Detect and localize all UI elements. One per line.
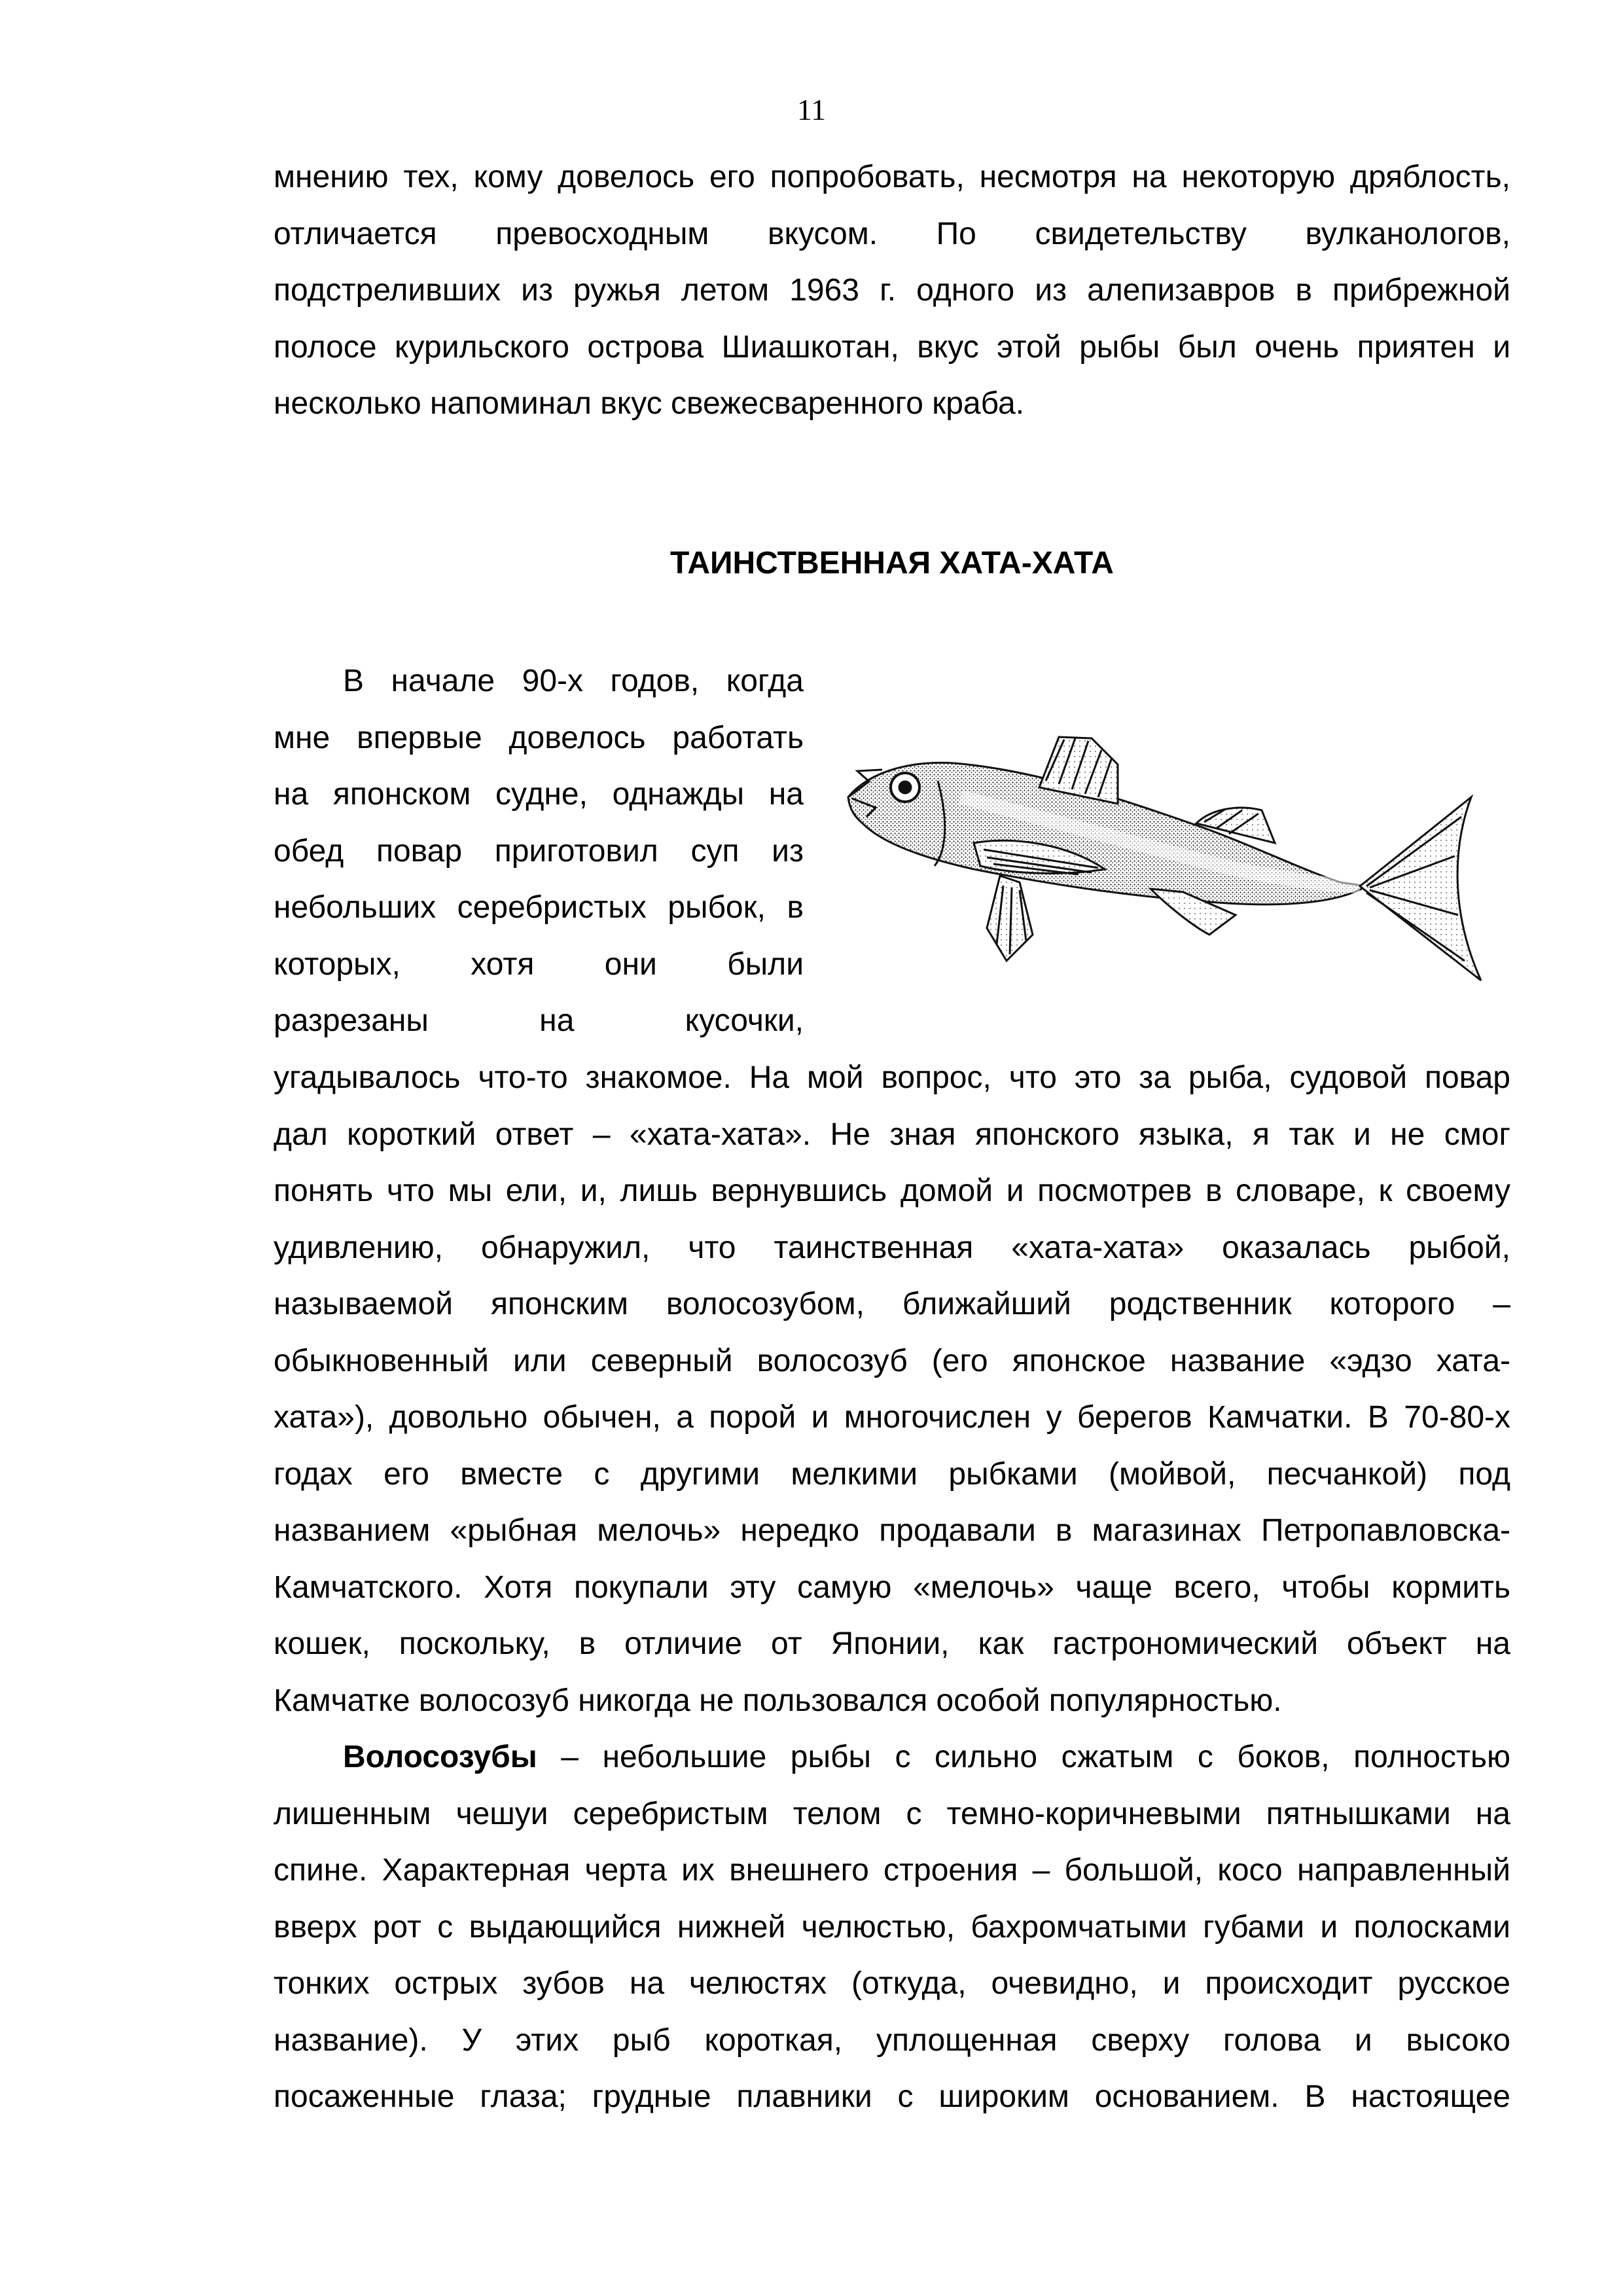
term-bold: Волосозубы — [343, 1740, 537, 1774]
text-line: несколько напоминал вкус свежесваренного краба. — [274, 386, 1025, 421]
text-line: разрезаны на кусочки, — [274, 1003, 804, 1038]
text-line: В начале 90-х годов, когда — [343, 664, 804, 698]
text-line: мне впервые довелось работать — [274, 720, 804, 755]
text-line: кошек, поскольку, в отличие от Японии, как гастрономический объект на — [274, 1626, 1510, 1661]
text-line: название). У этих рыб короткая, уплощенная сверху голова и высоко — [274, 2022, 1510, 2058]
text-line: которых, хотя они были — [274, 946, 804, 982]
text-line: на японском судне, однажды на — [274, 777, 804, 812]
paragraph-1-continued — [274, 1050, 1510, 1729]
text-line: годах его вместе с другими мелкими рыбками (мойвой, песчанкой) под — [274, 1456, 1510, 1492]
text-line: угадывалось что-то знакомое. На мой вопрос, что это за рыба, судовой повар — [274, 1060, 1510, 1095]
text-line: обед повар приготовил суп из — [274, 833, 804, 869]
intro-paragraph — [274, 149, 1510, 433]
paragraph-2 — [274, 1729, 1510, 2126]
text-line: удивлению, обнаружил, что таинственная «хата-хата» оказалась рыбой, — [274, 1230, 1510, 1265]
text-line: посаженные глаза; грудные плавники с широким основанием. В настоящее — [274, 2079, 1510, 2114]
text-line: Камчатке волосозуб никогда не пользовался особой популярностью. — [274, 1683, 1282, 1718]
section-heading: ТАИНСТВЕННАЯ ХАТА-ХАТА — [670, 546, 1114, 581]
wrapped-paragraph-start — [274, 653, 804, 1050]
text-line: тонких острых зубов на челюстях (откуда, очевидно, и происходит русское — [274, 1966, 1510, 2001]
text-line: вверх рот с выдающийся нижней челюстью, бахромчатыми губами и полосками — [274, 1909, 1510, 1945]
text-line: лишенным чешуи серебристым телом с темно-коричневыми пятнышками на — [274, 1796, 1510, 1831]
text-line: называемой японским волосозубом, ближайший родственник которого – — [274, 1287, 1510, 1321]
text-line: небольших серебристых рыбок, в — [274, 890, 804, 925]
text-line: дал короткий ответ – «хата-хата». Не зная японского языка, я так и не смог — [274, 1117, 1510, 1152]
text-line: названием «рыбная мелочь» нередко продавали в магазинах Петропавловска- — [274, 1513, 1510, 1548]
text-fragment: – небольшие рыбы с сильно сжатым с боков, полностью — [537, 1740, 1510, 1774]
fish-drawing-icon — [843, 719, 1484, 994]
text-line — [274, 1729, 1510, 1786]
text-line: понять что мы ели, и, лишь вернувшись домой и посмотрев в словаре, к своему — [274, 1174, 1510, 1208]
text-line: Камчатского. Хотя покупали эту самую «мелочь» чаще всего, чтобы кормить — [274, 1570, 1510, 1605]
text-line: отличается превосходным вкусом. По свидетельству вулканологов, — [274, 216, 1510, 251]
text-line: мнению тех, кому довелось его попробовать, несмотря на некоторую дряблость, — [274, 160, 1510, 194]
fish-body — [848, 737, 1481, 980]
text-line: полосе курильского острова Шиашкотан, вкус этой рыбы был очень приятен и — [274, 329, 1510, 365]
text-line: спине. Характерная черта их внешнего строения – большой, косо направленный — [274, 1853, 1510, 1888]
text-line: хата»), довольно обычен, а порой и многочислен у берегов Камчатки. В 70-80-х — [274, 1400, 1510, 1435]
text-line: подстреливших из ружья летом 1963 г. одного из алепизавров в прибрежной — [274, 273, 1510, 308]
text-line: обыкновенный или северный волосозуб (его японское название «эдзо хата- — [274, 1343, 1510, 1378]
page-number: 11 — [796, 93, 827, 126]
